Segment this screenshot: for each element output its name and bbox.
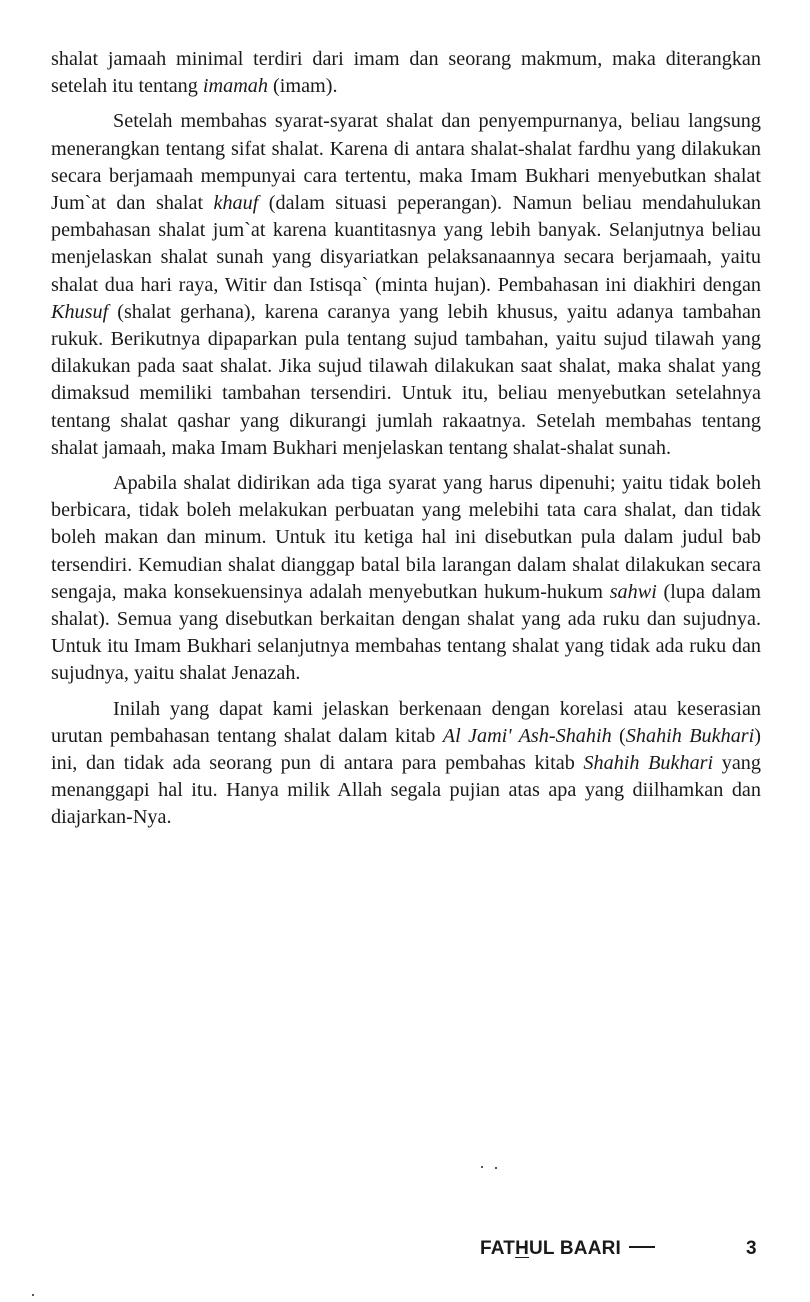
running-head-part1: FAT <box>480 1238 516 1259</box>
running-head-part2: H <box>515 1238 529 1259</box>
running-head-dash <box>629 1246 655 1248</box>
italic-term: Al Jami' Ash-Shahih <box>442 724 612 747</box>
text-run: shalat jamaah minimal terdiri dari imam dan seorang makmum, maka diterangkan setelah itu tentang <box>51 48 761 98</box>
paragraph-1 <box>51 46 761 100</box>
page-number: 3 <box>746 1238 757 1259</box>
text-run: (shalat gerhana), karena caranya yang lebih khusus, yaitu adanya tambahan rukuk. Berikutnya dipaparkan pula tentang sujud tambahan, yaitu sujud tilawah yang dilakukan pada saat shalat. Jika sujud tilawah dilakukan saat shalat, maka shalat yang dimaksud memiliki tambahan tersendiri. Untuk itu, beliau menyebutkan setelahnya tentang shalat qashar yang dikurangi jumlah rakaatnya. Setelah membahas tentang shalat jamaah, maka Imam Bukhari menjelaskan tentang shalat-shalat sunah. <box>51 300 761 459</box>
page-footer <box>0 1238 810 1268</box>
italic-term: imamah <box>202 75 268 98</box>
running-head-part3: UL BAARI <box>529 1238 622 1259</box>
italic-term: Khusuf <box>51 300 109 323</box>
italic-term: Shahih Bukhari <box>583 752 714 775</box>
page-body <box>51 46 761 832</box>
italic-term: khauf <box>213 192 259 215</box>
text-run: Apabila shalat didirikan ada tiga syarat yang harus dipenuhi; yaitu tidak boleh berbicara, tidak boleh melakukan perbuatan yang melebihi tata cara shalat, dan tidak boleh makan dan minum. Untuk itu ketiga hal ini disebutkan pula dalam judul bab tersendiri. Kemudian shalat dianggap batal bila larangan dalam shalat dilakukan secara sengaja, maka konsekuensinya adalah menyebutkan hukum-hukum <box>51 472 761 603</box>
scan-speck <box>32 1294 34 1296</box>
text-run: Inilah yang dapat kami jelaskan berkenaan dengan korelasi atau keserasian urutan pembahasan tentang shalat dalam kitab <box>51 697 761 747</box>
text-run: (dalam situasi peperangan). Namun beliau mendahulukan pembahasan shalat jum`at karena kuantitasnya yang lebih banyak. Selanjutnya beliau menjelaskan shalat sunah yang disyariatkan pelaksanaannya secara berjamaah, yaitu shalat dua hari raya, Witir dan Istisqa` (minta hujan). Pembahasan ini diakhiri dengan <box>51 192 761 296</box>
scan-speck <box>495 1167 497 1169</box>
italic-term: sahwi <box>609 580 657 603</box>
paragraph-2 <box>51 108 761 462</box>
scan-speck <box>481 1166 483 1168</box>
paragraph-3 <box>51 470 761 688</box>
text-run: Setelah membahas syarat-syarat shalat dan penyempurnanya, beliau langsung menerangkan tentang sifat shalat. Karena di antara shalat-shalat fardhu yang dilakukan secara berjamaah mempunyai cara tertentu, maka Imam Bukhari menyebutkan shalat Jum`at dan shalat <box>51 110 761 215</box>
text-run: ) ini, dan tidak ada seorang pun di antara para pembahas kitab <box>51 724 761 775</box>
text-run: ( <box>611 724 626 747</box>
italic-term: Shahih Bukhari <box>625 724 755 747</box>
running-head <box>480 1238 655 1260</box>
text-run: (lupa dalam shalat). Semua yang disebutkan berkaitan dengan shalat yang ada ruku dan sujudnya. Untuk itu Imam Bukhari selanjutnya membahas tentang shalat yang tidak ada ruku dan sujudnya, yaitu shalat Jenazah. <box>51 580 761 685</box>
text-run: yang menanggapi hal itu. Hanya milik Allah segala pujian atas apa yang diilhamkan dan diajarkan-Nya. <box>51 752 761 829</box>
text-run: (imam). <box>267 75 338 98</box>
paragraph-4 <box>51 696 761 832</box>
